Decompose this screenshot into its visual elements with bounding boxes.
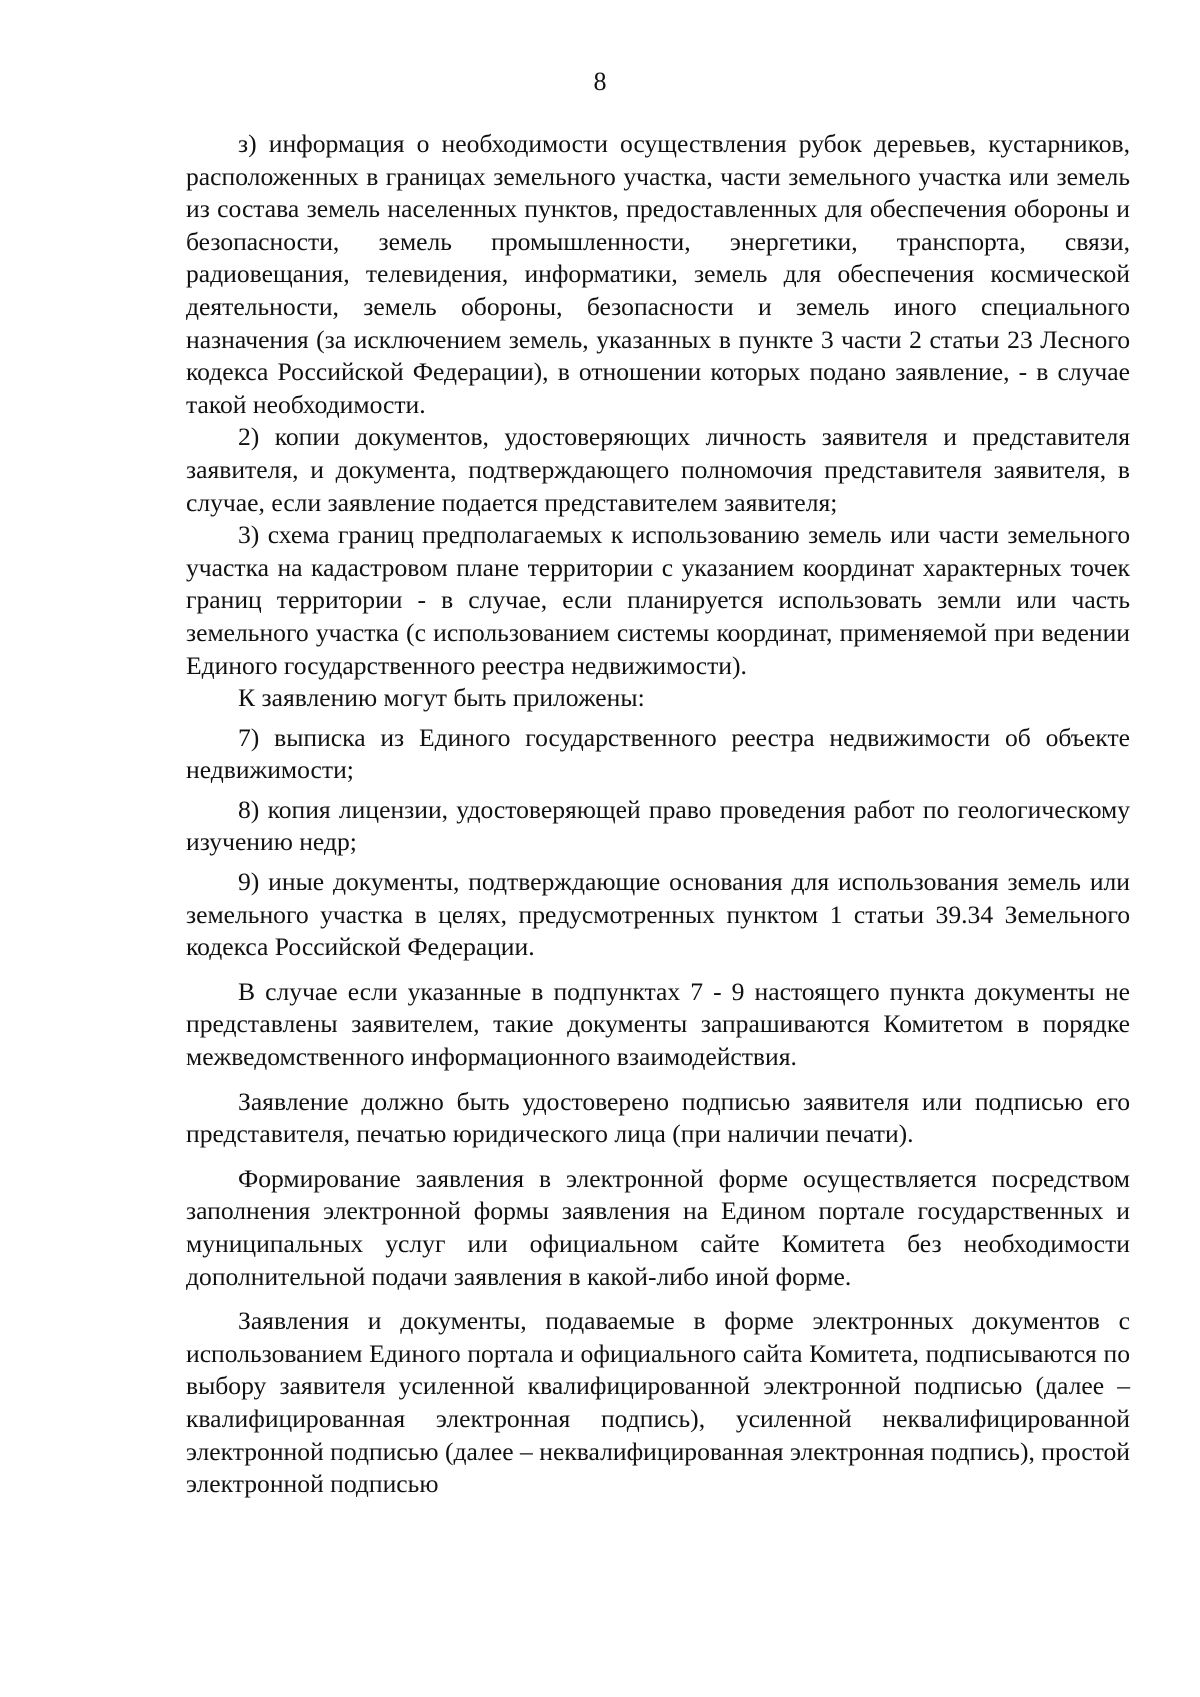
paragraph-item-7-registry-extract: 7) выписка из Единого государственного реестра недвижимости об объекте недвижимости; — [186, 722, 1130, 785]
paragraph-attachments-intro: К заявлению могут быть приложены: — [238, 683, 645, 713]
paragraph-item-z-felling-info: з) информация о необходимости осуществления рубок деревьев, кустарников, расположенных в границах земельного участка, части земельного участка или земель из состава земель населенных пунктов, предоставленных для обеспечения обороны и безопасности, земель промышленности, энергетики, транспорта, связи, радиовещания, телевидения, информатики, земель для обеспечения космической деятельности, земель обороны, безопасности и земель иного специального назначения (за исключением земель, указанных в пункте 3 части 2 статьи 23 Лесного кодекса Российской Федерации), в отношении которых подано заявление, - в случае такой необходимости. — [186, 129, 1130, 419]
document-body — [186, 128, 1130, 1501]
paragraph-interagency-request: В случае если указанные в подпунктах 7 - 9 настоящего пункта документы не представлены заявителем, такие документы запрашиваются Комитетом в порядке межведомственного информационного взаимодействия. — [186, 976, 1130, 1072]
paragraph-electronic-form: Формирование заявления в электронной форме осуществляется посредством заполнения электронной формы заявления на Едином портале государственных и муниципальных услуг или официальном сайте Комитета без необходимости дополнительной подачи заявления в какой-либо иной форме. — [186, 1163, 1130, 1291]
paragraph-item-9-other-documents: 9) иные документы, подтверждающие основания для использования земель или земельного участка в целях, предусмотренных пунктом 1 статьи 39.34 Земельного кодекса Российской Федерации. — [186, 867, 1130, 962]
page-number: 8 — [593, 67, 607, 96]
paragraph-item-3-boundary-scheme: 3) схема границ предполагаемых к использованию земель или части земельного участка на кадастровом плане территории с указанием координат характерных точек границ территории - в случае, если планируется использовать земли или часть земельного участка (с использованием системы координат, применяемой при ведении Единого государственного реестра недвижимости). — [186, 520, 1130, 680]
paragraph-item-8-license-copy: 8) копия лицензии, удостоверяющей право проведения работ по геологическому изучению недр; — [186, 794, 1130, 857]
paragraph-item-2-identity-copies: 2) копии документов, удостоверяющих личность заявителя и представителя заявителя, и документа, подтверждающего полномочия представителя заявителя, в случае, если заявление подается представителем заявителя; — [186, 422, 1130, 517]
paragraph-signature-requirement: Заявление должно быть удостоверено подписью заявителя или подписью его представителя, печатью юридического лица (при наличии печати). — [186, 1086, 1130, 1149]
paragraph-electronic-signature: Заявления и документы, подаваемые в форме электронных документов с использованием Единого портала и официального сайта Комитета, подписываются по выбору заявителя усиленной квалифицированной электронной подписью (далее – квалифицированная электронная подпись), усиленной неквалифицированной электронной подписью (далее – неквалифицированная электронная подпись), простой электронной подписью — [186, 1306, 1130, 1499]
